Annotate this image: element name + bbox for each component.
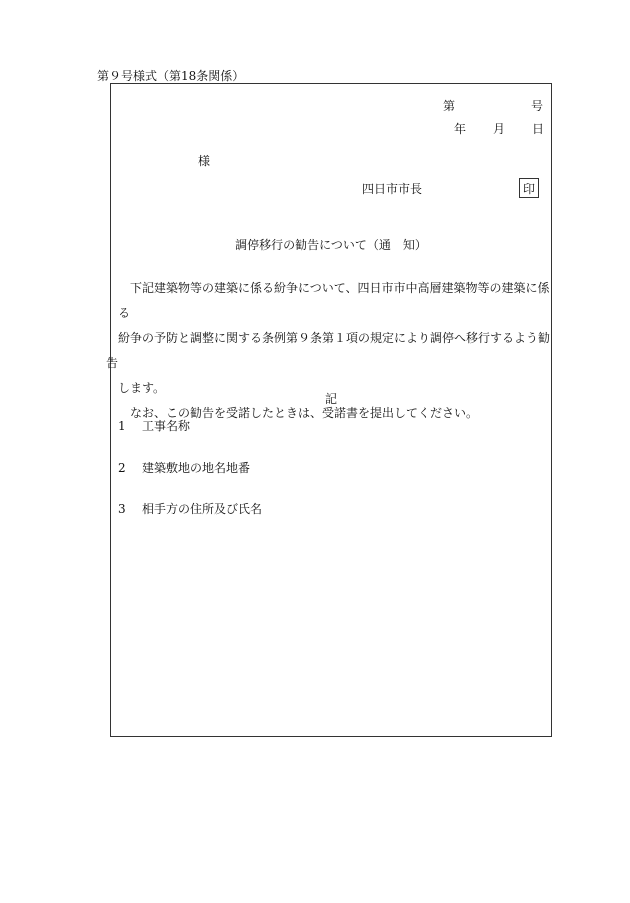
document-number [443, 97, 543, 114]
item-1 [118, 417, 190, 434]
item-2-number: 2 [118, 461, 126, 475]
number-suffix: 号 [530, 99, 543, 113]
item-2 [118, 459, 250, 476]
ki-heading: 記 [324, 392, 337, 406]
addressee: 様 [198, 154, 211, 168]
item-1-label: 工事名称 [142, 419, 191, 433]
date-month: 月 [492, 122, 505, 136]
sender-name: 四日市市長 [362, 182, 423, 196]
document-date [454, 120, 544, 137]
item-3-number: 3 [118, 502, 126, 516]
body-paragraph-1 [106, 276, 551, 401]
form-number-label: 第９号様式（第18条関係） [97, 69, 245, 83]
body-line-2: 紛争の予防と調整に関する条例第９条第１項の規定により調停へ移行するよう勧告 [106, 331, 551, 370]
seal-box: 印 [519, 178, 539, 198]
body-line-3: します。 [118, 381, 166, 395]
date-day: 日 [531, 122, 544, 136]
item-3-label: 相手方の住所及び氏名 [142, 502, 263, 516]
item-1-number: 1 [118, 419, 126, 433]
item-3 [118, 500, 262, 517]
body-paragraph-2: なお、この勧告を受諾したときは、受諾書を提出してください。 [130, 406, 479, 420]
item-2-label: 建築敷地の地名地番 [142, 461, 251, 475]
body-line-1: 下記建築物等の建築に係る紛争について、四日市市中高層建築物等の建築に係る [118, 281, 550, 320]
notice-frame [106, 83, 552, 737]
date-year: 年 [454, 122, 467, 136]
notice-subject: 調停移行の勧告について（通 知） [235, 238, 427, 252]
number-prefix: 第 [443, 99, 456, 113]
